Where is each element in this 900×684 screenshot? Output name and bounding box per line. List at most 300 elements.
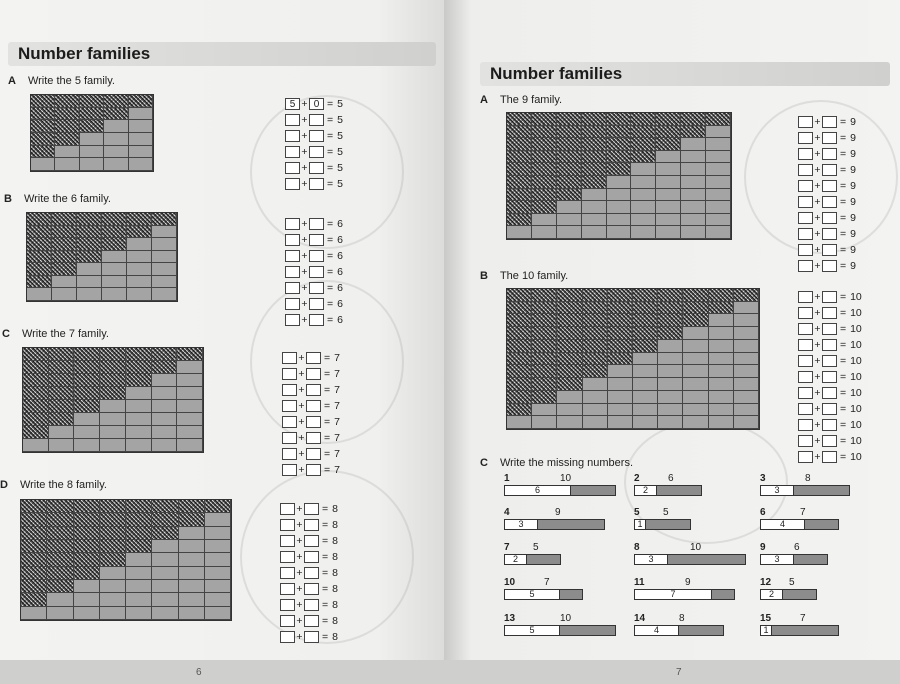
missing-number-item [760,474,854,498]
answer-box[interactable] [309,130,324,142]
grid-cell [55,120,79,133]
number-bar [634,519,691,530]
answer-box[interactable] [798,355,813,367]
answer-box[interactable] [822,260,837,272]
answer-box[interactable] [822,164,837,176]
grid-cell [27,288,52,301]
equals-sign: = [840,291,850,303]
grid-cell [608,314,633,327]
answer-box[interactable] [280,535,295,547]
answer-box[interactable] [798,323,813,335]
grid-cell [583,314,608,327]
equation-row [282,366,340,382]
grid-cell [104,95,128,108]
grid-cell [532,327,557,340]
grid-cell [27,276,52,289]
grid-cell [557,163,582,176]
answer-box[interactable] [798,196,813,208]
answer-box[interactable] [798,132,813,144]
grid-cell [633,327,658,340]
answer-box[interactable] [822,148,837,160]
equation-list [285,96,343,192]
missing-segment[interactable] [794,555,827,564]
grid-cell [709,340,734,353]
grid-cell [633,365,658,378]
grid-cell [100,426,126,439]
answer-box[interactable]: 0 [309,98,324,110]
answer-box[interactable] [282,464,297,476]
equals-sign: = [840,132,850,144]
plus-sign: + [301,218,308,230]
answer-box[interactable] [798,371,813,383]
grid-cell [152,238,177,251]
item-total: 5 [789,577,795,588]
missing-segment[interactable] [805,520,838,529]
grid-cell [633,378,658,391]
grid-cell [608,340,633,353]
answer-box[interactable] [306,416,321,428]
grid-cell [582,189,607,202]
grid-cell [21,527,47,540]
equation-total: 9 [850,196,856,208]
grid-cell [100,500,126,513]
answer-box[interactable] [798,387,813,399]
item-number: 4 [504,507,510,518]
missing-segment[interactable] [794,486,849,495]
grid-cell [683,327,708,340]
grid-cell [607,214,632,227]
answer-box[interactable] [798,180,813,192]
missing-segment[interactable] [783,590,816,599]
missing-segment[interactable] [657,486,701,495]
grid-cell [656,189,681,202]
number-family-grid [20,499,232,621]
answer-box[interactable] [282,448,297,460]
grid-cell [23,387,49,400]
equation-row [285,216,343,232]
grid-cell [80,95,104,108]
grid-cell [49,439,75,452]
grid-cell [152,276,177,289]
number-bar [504,625,616,636]
plus-sign: + [814,116,821,128]
plus-sign: + [814,260,821,272]
item-number: 9 [760,542,766,553]
grid-cell [49,387,75,400]
grid-cell [77,288,102,301]
grid-cell [152,213,177,226]
answer-box[interactable] [282,368,297,380]
missing-segment[interactable] [668,555,745,564]
page-title: Number families [480,62,890,86]
section-title: Write the 6 family. [23,193,111,205]
item-number: 13 [504,613,516,624]
grid-cell [104,146,128,159]
grid-cell [126,426,152,439]
plus-sign: + [814,451,821,463]
grid-cell [100,553,126,566]
plus-sign: + [301,266,308,278]
equals-sign: = [840,148,850,160]
answer-box[interactable] [822,451,837,463]
answer-box[interactable] [822,387,837,399]
answer-box[interactable] [285,282,300,294]
answer-box[interactable] [285,298,300,310]
grid-cell [152,500,178,513]
number-family-grid [30,94,154,172]
answer-box[interactable] [798,260,813,272]
answer-box[interactable] [285,234,300,246]
grid-cell [658,327,683,340]
grid-cell [681,163,706,176]
equation-row [285,176,343,192]
grid-cell [709,416,734,429]
answer-box[interactable] [309,146,324,158]
number-bar [634,485,702,496]
grid-cell [129,108,153,121]
grid-cell [583,404,608,417]
grid-cell [582,138,607,151]
answer-box[interactable] [822,339,837,351]
grid-cell [656,163,681,176]
item-total: 10 [560,613,572,624]
answer-box[interactable] [306,384,321,396]
answer-box[interactable] [306,400,321,412]
plus-sign: + [301,98,308,110]
grid-cell [656,226,681,239]
answer-box[interactable] [285,130,300,142]
answer-box[interactable] [798,244,813,256]
equation-total: 6 [337,234,343,246]
answer-box[interactable] [309,114,324,126]
grid-cell [557,314,582,327]
equals-sign: = [322,535,332,547]
answer-box[interactable] [304,567,319,579]
equation-row [798,242,856,258]
grid-cell [152,426,178,439]
grid-cell [55,95,79,108]
grid-cell [631,126,656,139]
plus-sign: + [296,519,303,531]
equation-row [280,517,338,533]
answer-box[interactable] [798,339,813,351]
grid-cell [633,353,658,366]
equals-sign: = [324,448,334,460]
item-total: 7 [800,507,806,518]
grid-cell [683,404,708,417]
answer-box[interactable] [304,503,319,515]
grid-cell [583,302,608,315]
equation-total: 8 [332,631,338,643]
answer-box[interactable] [822,419,837,431]
equation-row [798,210,856,226]
item-number: 10 [504,577,516,588]
grid-cell [21,500,47,513]
item-total: 5 [663,507,669,518]
answer-box[interactable] [285,266,300,278]
answer-box[interactable] [822,196,837,208]
missing-segment[interactable] [646,520,690,529]
answer-box[interactable] [282,432,297,444]
grid-cell [126,607,152,620]
grid-cell [681,214,706,227]
equation-row [798,178,856,194]
grid-cell [126,374,152,387]
answer-box[interactable] [304,615,319,627]
answer-box[interactable] [822,403,837,415]
equation-total: 10 [850,307,862,319]
answer-box[interactable] [280,551,295,563]
grid-cell [52,226,77,239]
plus-sign: + [301,282,308,294]
answer-box[interactable] [822,132,837,144]
grid-cell [47,553,73,566]
answer-box[interactable] [798,116,813,128]
answer-box[interactable] [306,464,321,476]
missing-number-item [504,474,620,498]
equation-row [285,248,343,264]
equation-total: 7 [334,464,340,476]
grid-cell [683,365,708,378]
equation-row [280,629,338,645]
section-letter: C [480,457,488,469]
answer-box[interactable] [282,400,297,412]
grid-cell [656,138,681,151]
item-number: 12 [760,577,772,588]
answer-box[interactable] [822,244,837,256]
grid-cell [607,163,632,176]
plus-sign: + [814,291,821,303]
answer-box[interactable] [285,162,300,174]
answer-box[interactable] [309,266,324,278]
equation-row [282,398,340,414]
answer-box[interactable] [309,298,324,310]
grid-cell [100,361,126,374]
number-family-grid [506,288,760,430]
grid-cell [49,400,75,413]
answer-box[interactable] [285,218,300,230]
grid-cell [507,126,532,139]
answer-box[interactable] [285,314,300,326]
given-segment: 2 [635,486,657,495]
plus-sign: + [301,314,308,326]
answer-box[interactable] [798,148,813,160]
item-number: 11 [634,577,645,588]
grid-cell [582,201,607,214]
plus-sign: + [814,371,821,383]
answer-box[interactable] [798,291,813,303]
equation-list [285,216,343,328]
grid-cell [80,158,104,171]
grid-cell [77,238,102,251]
grid-cell [734,327,759,340]
answer-box[interactable] [304,519,319,531]
given-segment: 1 [635,520,646,529]
equation-total: 5 [337,130,343,142]
grid-cell [80,133,104,146]
grid-cell [152,361,178,374]
answer-box[interactable] [798,164,813,176]
section-c-label [480,457,633,469]
section-letter: C [2,328,10,340]
plus-sign: + [301,250,308,262]
grid-cell [74,387,100,400]
missing-segment[interactable] [571,486,615,495]
grid-cell [55,108,79,121]
missing-segment[interactable] [772,626,838,635]
grid-cell [74,400,100,413]
answer-box[interactable] [306,448,321,460]
grid-cell [607,138,632,151]
grid-cell [507,302,532,315]
equation-list [282,350,340,478]
grid-cell [74,439,100,452]
answer-box[interactable] [309,314,324,326]
grid-cell [532,126,557,139]
grid-cell [557,416,582,429]
answer-box[interactable] [798,451,813,463]
answer-box[interactable] [285,250,300,262]
missing-number-item [760,578,821,602]
answer-box[interactable] [285,146,300,158]
item-total: 9 [685,577,691,588]
answer-box[interactable] [304,583,319,595]
grid-cell [734,365,759,378]
grid-cell [734,391,759,404]
answer-box[interactable] [822,212,837,224]
answer-box[interactable] [822,180,837,192]
answer-box[interactable] [306,432,321,444]
grid-cell [152,527,178,540]
answer-box[interactable] [306,352,321,364]
equals-sign: = [327,298,337,310]
answer-box[interactable] [822,355,837,367]
grid-cell [631,189,656,202]
answer-box[interactable] [304,599,319,611]
answer-box[interactable] [798,228,813,240]
answer-box[interactable] [306,368,321,380]
missing-segment[interactable] [679,626,723,635]
grid-cell [102,263,127,276]
answer-box[interactable] [304,535,319,547]
answer-box[interactable] [822,323,837,335]
grid-cell [608,327,633,340]
grid-cell [631,163,656,176]
grid-cell [152,593,178,606]
answer-box[interactable] [798,435,813,447]
answer-box[interactable] [798,307,813,319]
answer-box[interactable] [309,282,324,294]
equation-total: 10 [850,419,862,431]
answer-box[interactable] [822,371,837,383]
answer-box[interactable] [280,631,295,643]
answer-box[interactable] [285,114,300,126]
equation-total: 7 [334,432,340,444]
grid-cell [631,176,656,189]
answer-box[interactable] [309,178,324,190]
section-title: The 10 family. [499,270,569,282]
answer-box[interactable] [282,384,297,396]
equation-total: 9 [850,260,856,272]
grid-cell [583,416,608,429]
answer-box[interactable] [798,212,813,224]
grid-cell [102,288,127,301]
answer-box[interactable] [280,503,295,515]
missing-segment[interactable] [527,555,560,564]
equation-row [798,305,862,321]
answer-box[interactable] [282,352,297,364]
section-letter: A [8,75,16,87]
equals-sign: = [840,451,850,463]
answer-box[interactable] [280,599,295,611]
equation-total: 5 [337,162,343,174]
grid-cell [74,426,100,439]
grid-cell [608,416,633,429]
answer-box[interactable] [309,234,324,246]
grid-cell [152,580,178,593]
answer-box[interactable] [280,583,295,595]
answer-box[interactable] [798,419,813,431]
equals-sign: = [327,218,337,230]
answer-box[interactable] [309,162,324,174]
equation-row [280,549,338,565]
grid-cell [532,404,557,417]
answer-box[interactable] [280,567,295,579]
grid-cell [557,391,582,404]
grid-cell [100,400,126,413]
answer-box[interactable] [304,631,319,643]
grid-cell [633,289,658,302]
page-number: 7 [676,667,682,678]
answer-box[interactable] [304,551,319,563]
answer-box[interactable] [822,291,837,303]
answer-box[interactable] [285,178,300,190]
grid-cell [557,126,582,139]
missing-segment[interactable] [560,626,615,635]
answer-box[interactable] [822,116,837,128]
grid-cell [683,416,708,429]
item-number: 7 [504,542,510,553]
answer-box[interactable] [282,416,297,428]
answer-box[interactable] [309,218,324,230]
grid-cell [734,314,759,327]
missing-segment[interactable] [538,520,604,529]
given-segment: 3 [635,555,668,564]
item-number: 3 [760,473,766,484]
section-letter: B [480,270,488,282]
answer-box[interactable]: 5 [285,98,300,110]
grid-cell [658,378,683,391]
answer-box[interactable] [309,250,324,262]
grid-cell [102,213,127,226]
answer-box[interactable] [280,615,295,627]
grid-cell [633,340,658,353]
grid-cell [205,607,231,620]
answer-box[interactable] [280,519,295,531]
missing-segment[interactable] [560,590,582,599]
answer-box[interactable] [822,435,837,447]
equals-sign: = [324,384,334,396]
plus-sign: + [814,180,821,192]
answer-box[interactable] [798,403,813,415]
grid-cell [127,251,152,264]
answer-box[interactable] [822,307,837,319]
equals-sign: = [327,98,337,110]
equation-row [285,128,343,144]
grid-cell [100,567,126,580]
missing-segment[interactable] [712,590,734,599]
answer-box[interactable] [822,228,837,240]
